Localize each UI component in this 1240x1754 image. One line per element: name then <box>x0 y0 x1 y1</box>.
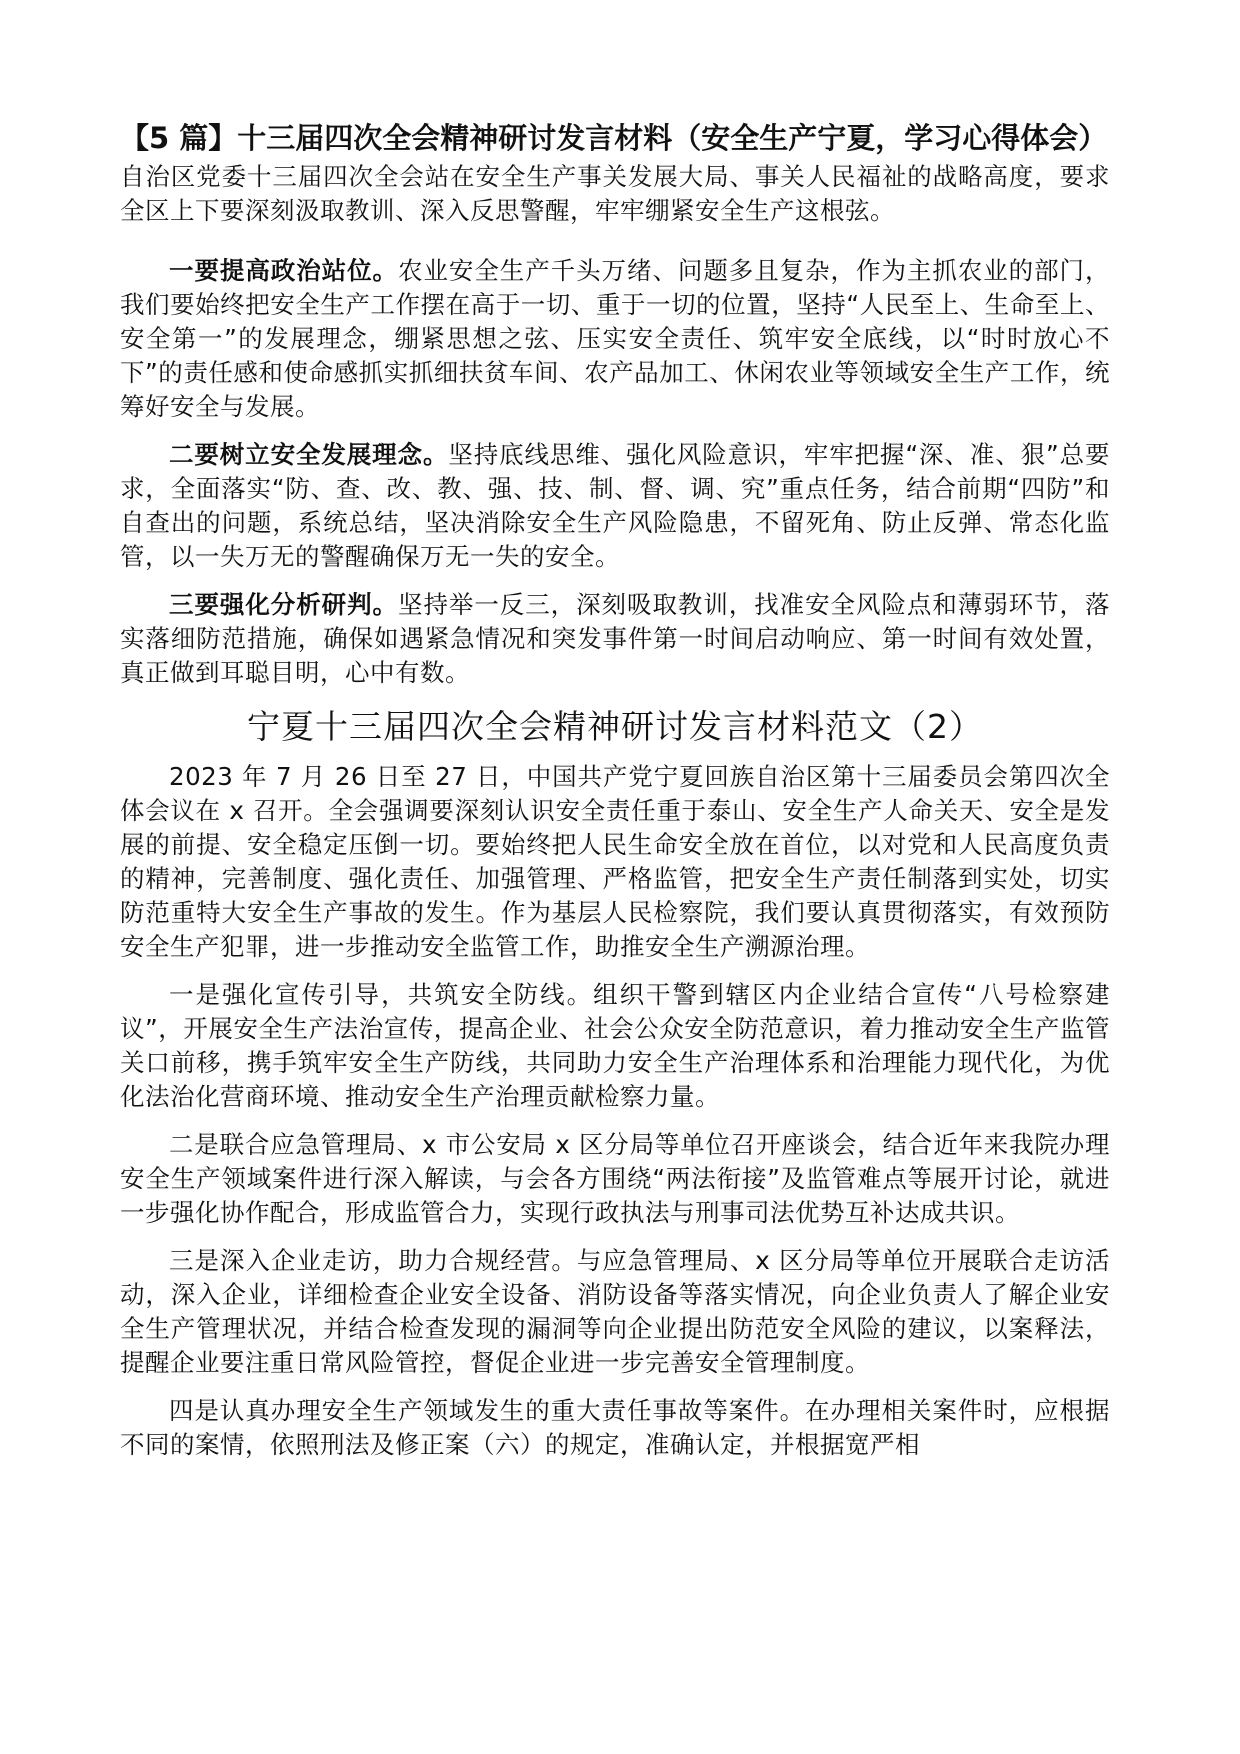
point-lead-1: 一要提高政治站位。 <box>169 256 398 285</box>
section-paragraph-3: 二是联合应急管理局、x 市公安局 x 区分局等单位召开座谈会，结合近年来我院办理安全生产领域案件进行深入解读，与会各方围绕“两法衔接”及监管难点等展开讨论，就进一步强化协作配合，形成监管合力，实现行政执法与刑事司法优势互补达成共识。 <box>120 1130 1110 1227</box>
point-text-3: 坚持举一反三，深刻吸取教训，找准安全风险点和薄弱环节，落实落细防范措施，确保如遇紧急情况和突发事件第一时间启动响应、第一时间有效处置，真正做到耳聪目明，心中有数。 <box>120 590 1110 687</box>
point-text-1: 农业安全生产千头万绪、问题多且复杂，作为主抓农业的部门，我们要始终把安全生产工作摆在高于一切、重于一切的位置，坚持“人民至上、生命至上、安全第一”的发展理念，绷紧思想之弦、压实安全责任、筑牢安全底线，以“时时放心不下”的责任感和使命感抓实抓细扶贫车间、农产品加工、休闲农业等领域安全生产工作，统筹好安全与发展。 <box>120 256 1110 421</box>
point-paragraph-2 <box>120 438 1110 574</box>
section-paragraph-1: 2023 年 7 月 26 日至 27 日，中国共产党宁夏回族自治区第十三届委员会第四次全体会议在 x 召开。全会强调要深刻认识安全责任重于泰山、安全生产人命关天、安全是发展的前提、安全稳定压倒一切。要始终把人民生命安全放在首位，以对党和人民高度负责的精神，完善制度、强化责任、加强管理、严格监管，把安全生产责任制落到实处，切实防范重特大安全生产事故的发生。作为基层人民检察院，我们要认真贯彻落实，有效预防安全生产犯罪，进一步推动安全监管工作，助推安全生产溯源治理。 <box>120 762 1110 961</box>
section-paragraph-5: 四是认真办理安全生产领域发生的重大责任事故等案件。在办理相关案件时，应根据不同的案情，依照刑法及修正案（六）的规定，准确认定，并根据宽严相 <box>120 1396 1110 1459</box>
section-paragraph-2: 一是强化宣传引导，共筑安全防线。组织干警到辖区内企业结合宣传“八号检察建议”，开展安全生产法治宣传，提高企业、社会公众安全防范意识，着力推动安全生产监管关口前移，携手筑牢安全生产防线，共同助力安全生产治理体系和治理能力现代化，为优化法治化营商环境、推动安全生产治理贡献检察力量。 <box>120 980 1110 1111</box>
point-paragraph-3 <box>120 588 1110 690</box>
point-lead-3: 三要强化分析研判。 <box>169 590 398 619</box>
document-page <box>120 118 1110 1476</box>
section-paragraph-4: 三是深入企业走访，助力合规经营。与应急管理局、x 区分局等单位开展联合走访活动，深入企业，详细检查企业安全设备、消防设备等落实情况，向企业负责人了解企业安全生产管理状况，并结合检查发现的漏洞等向企业提出防范安全风险的建议，以案释法，提醒企业要注重日常风险管控，督促企业进一步完善安全管理制度。 <box>120 1246 1110 1377</box>
point-text-2: 坚持底线思维、强化风险意识，牢牢把握“深、准、狠”总要求，全面落实“防、查、改、教、强、技、制、督、调、究”重点任务，结合前期“四防”和自查出的问题，系统总结，坚决消除安全生产风险隐患，不留死角、防止反弹、常态化监管，以一失万无的警醒确保万无一失的安全。 <box>120 440 1110 571</box>
point-paragraph-1 <box>120 254 1110 424</box>
document-title: 【5 篇】十三届四次全会精神研讨发言材料（安全生产宁夏，学习心得体会） <box>120 121 1108 155</box>
section-title: 宁夏十三届四次全会精神研讨发言材料范文（2） <box>247 707 983 746</box>
intro-paragraph: 自治区党委十三届四次全会站在安全生产事关发展大局、事关人民福祉的战略高度，要求全区上下要深刻汲取教训、深入反思警醒，牢牢绷紧安全生产这根弦。 <box>120 162 1110 225</box>
point-lead-2: 二要树立安全发展理念。 <box>169 440 449 469</box>
